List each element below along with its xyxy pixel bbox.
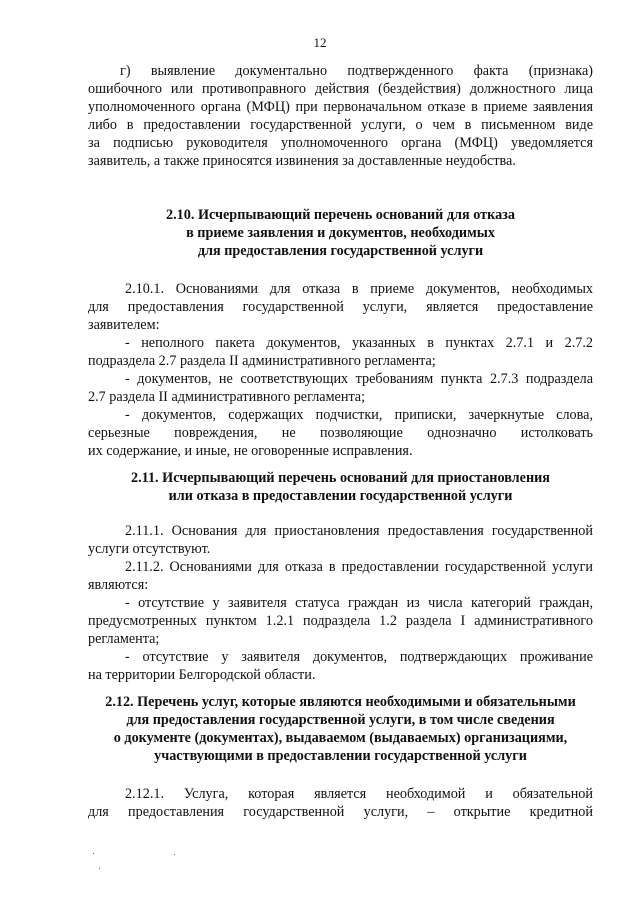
scan-speck: [93, 853, 94, 854]
text-line: г) выявление документально подтвержденного факта (признака): [120, 63, 593, 79]
heading-line: участвующими в предоставлении государственной услуги: [154, 748, 527, 764]
text-line: являются:: [88, 577, 149, 593]
scan-speck: [99, 868, 100, 869]
heading-line: для предоставления государственной услуги, в том числе сведения: [126, 712, 555, 728]
text-line: - документов, не соответствующих требованиям пункта 2.7.3 подраздела: [125, 371, 593, 387]
text-line: либо в предоставлении государственной услуги, о чем в письменном виде: [88, 117, 593, 133]
text-line: 2.10.1. Основаниями для отказа в приеме документов, необходимых: [125, 281, 593, 297]
text-line: для предоставления государственной услуги, – открытие кредитной: [88, 804, 593, 820]
text-line: уполномоченного органа (МФЦ) при первоначальном отказе в приеме заявления: [88, 99, 593, 115]
text-line: подраздела 2.7 раздела II административного регламента;: [88, 353, 436, 369]
text-line: их содержание, и иные, не оговоренные исправления.: [88, 443, 413, 459]
text-line: регламента;: [88, 631, 160, 647]
clause-2-11: [88, 522, 593, 684]
clause-2-12-1: [88, 785, 593, 821]
text-line: за подписью руководителя уполномоченного органа (МФЦ) уведомляется: [88, 135, 593, 151]
heading-line: 2.10. Исчерпывающий перечень оснований для отказа: [166, 207, 515, 223]
section-heading-2-10: [88, 206, 593, 260]
clause-2-10-1: [88, 280, 593, 460]
scan-speck: [174, 854, 175, 855]
text-line: на территории Белгородской области.: [88, 667, 316, 683]
text-line: для предоставления государственной услуги, является предоставление: [88, 299, 593, 315]
text-line: 2.11.1. Основания для приостановления предоставления государственной: [125, 523, 593, 539]
text-line: 2.7 раздела II административного регламента;: [88, 389, 366, 405]
text-line: - документов, содержащих подчистки, приписки, зачеркнутые слова,: [125, 407, 593, 423]
text-line: - неполного пакета документов, указанных в пунктах 2.7.1 и 2.7.2: [125, 335, 593, 351]
text-line: - отсутствие у заявителя статуса граждан из числа категорий граждан,: [125, 595, 593, 611]
text-line: 2.11.2. Основаниями для отказа в предоставлении государственной услуги: [125, 559, 593, 575]
text-line: предусмотренных пунктом 1.2.1 подраздела 1.2 раздела I административного: [88, 613, 593, 629]
heading-line: 2.11. Исчерпывающий перечень оснований для приостановления: [131, 470, 550, 486]
heading-line: для предоставления государственной услуги: [197, 243, 484, 259]
section-heading-2-11: [88, 469, 593, 505]
paragraph-g: [88, 62, 593, 170]
heading-line: 2.12. Перечень услуг, которые являются необходимыми и обязательными: [105, 694, 576, 710]
heading-line: в приеме заявления и документов, необходимых: [186, 225, 495, 241]
text-line: - отсутствие у заявителя документов, подтверждающих проживание: [125, 649, 593, 665]
page-number: 12: [313, 35, 327, 50]
text-line: 2.12.1. Услуга, которая является необходимой и обязательной: [125, 786, 593, 802]
section-heading-2-12: [88, 693, 593, 765]
text-line: услуги отсутствуют.: [88, 541, 211, 557]
heading-line: о документе (документах), выдаваемом (выдаваемых) организациями,: [113, 730, 568, 746]
text-line: заявитель, а также приносятся извинения за доставленные неудобства.: [88, 153, 516, 169]
text-line: заявителем:: [88, 317, 160, 333]
text-line: ошибочного или противоправного действия (бездействия) должностного лица: [88, 81, 593, 97]
heading-line: или отказа в предоставлении государственной услуги: [168, 488, 513, 504]
text-line: серьезные повреждения, не позволяющие однозначно истолковать: [88, 425, 593, 441]
